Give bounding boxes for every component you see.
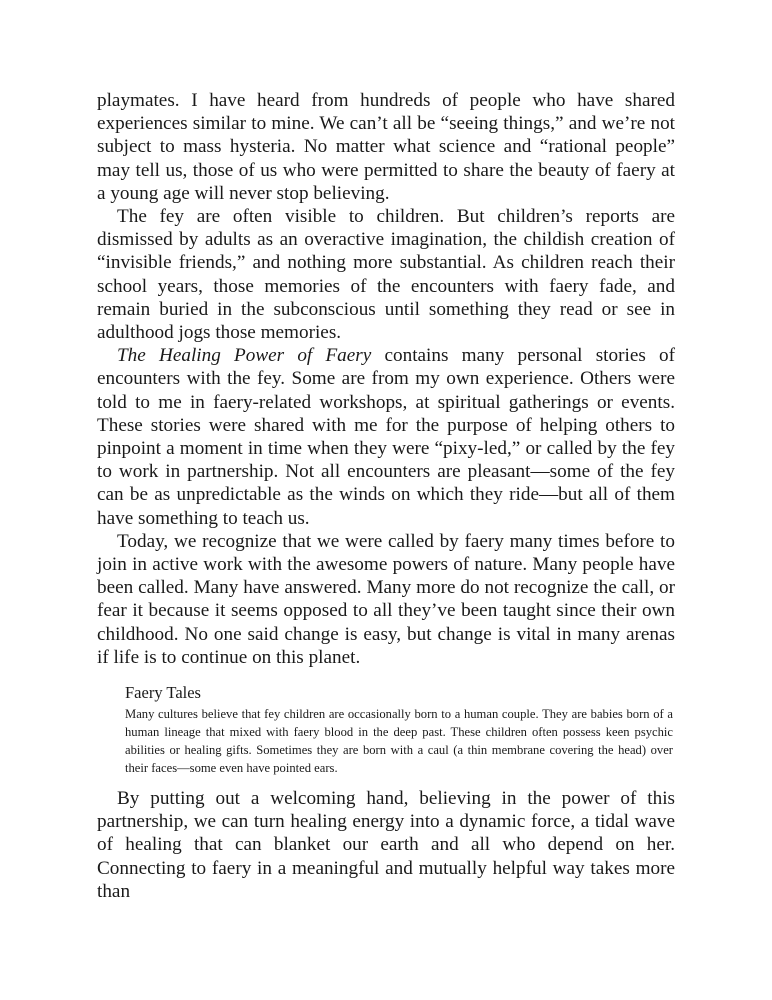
paragraph-5: By putting out a welcoming hand, believing in the power of this partnership, we can turn healing energy into a dynamic force, a tidal wave of healing that can blanket our earth and all who depend on her. Connecting to faery in a meaningful and mutually helpful way takes more than (97, 788, 675, 902)
book-title: The Healing Power of Faery (117, 345, 372, 367)
sidebar-body: Many cultures believe that fey children are occasionally born to a human couple. They are babies born of a human lineage that mixed with faery blood in the deep past. These children often possess keen psychic abilities or healing gifts. Sometimes they are born with a caul (a thin membrane covering the head) over their faces—some even have pointed ears. (125, 707, 673, 776)
paragraph-3-text: contains many personal stories of encounters with the fey. Some are from my own experience. Others were told to me in faery-related workshops, at spiritual gatherings or events. These stories were shared with me for the purpose of helping others to pinpoint a moment in time when they were “pixy-led,” or called by the fey to work in partnership. Not all encounters are pleasant—some of the fey can be as unpredictable as the winds on which they ride—but all of them have something to teach us. (97, 345, 675, 529)
sidebar-faery-tales (125, 683, 673, 777)
sidebar-title: Faery Tales (125, 683, 201, 703)
page-body (97, 89, 675, 903)
paragraph-1: playmates. I have heard from hundreds of people who have shared experiences similar to mine. We can’t all be “seeing things,” and we’re not subject to mass hysteria. No matter what science and “rational people” may tell us, those of us who were permitted to share the beauty of faery at a young age will never stop believing. (97, 90, 675, 204)
paragraph-2: The fey are often visible to children. But children’s reports are dismissed by adults as an overactive imagination, the childish creation of “invisible friends,” and nothing more substantial. As children reach their school years, those memories of the encounters with faery fade, and remain buried in the subconscious until something they read or see in adulthood jogs those memories. (97, 206, 675, 344)
paragraph-4: Today, we recognize that we were called by faery many times before to join in active work with the awesome powers of nature. Many people have been called. Many have answered. Many more do not recognize the call, or fear it because it seems opposed to all they’ve been taught since their own childhood. No one said change is easy, but change is vital in many arenas if life is to continue on this planet. (97, 530, 675, 668)
paragraph-3 (97, 344, 675, 530)
